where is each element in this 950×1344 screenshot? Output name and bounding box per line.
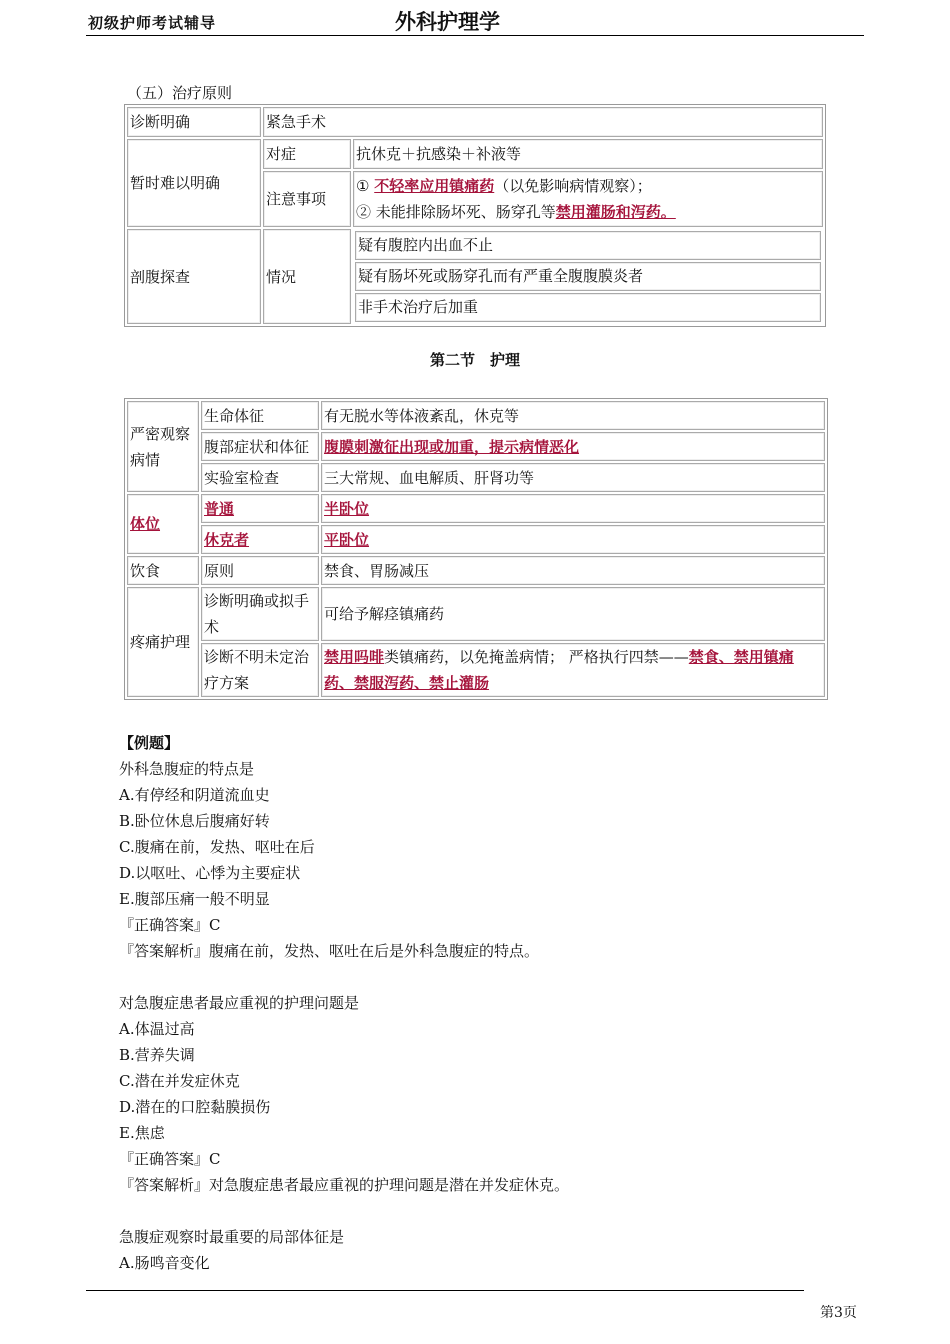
question-line: D.以呕吐、心悸为主要症状 xyxy=(119,864,301,882)
example-heading: 【例题】 xyxy=(119,734,180,752)
table-row xyxy=(127,401,825,430)
table-cell xyxy=(321,525,825,554)
table-cell xyxy=(321,494,825,523)
table-cell: 可给予解痉镇痛药 xyxy=(321,587,825,641)
header-left-title: 初级护师考试辅导 xyxy=(88,14,217,32)
note-text: （以免影响病情观察）； xyxy=(494,177,652,195)
table-cell: 严密观察病情 xyxy=(127,401,199,492)
question-line: 外科急腹症的特点是 xyxy=(119,760,255,778)
explanation-line: 『答案解析』对急腹症患者最应重视的护理问题是潜在并发症休克。 xyxy=(119,1176,570,1194)
emphasis-text: 体位 xyxy=(130,515,161,533)
section-heading: 第二节 护理 xyxy=(429,351,520,369)
table-cell: 暂时难以明确 xyxy=(127,139,261,227)
question-line: B.卧位休息后腹痛好转 xyxy=(119,812,270,830)
table-row xyxy=(127,107,823,137)
table-cell xyxy=(127,494,199,554)
emphasis-text: 普通 xyxy=(204,499,235,518)
table-row xyxy=(127,494,825,523)
blank-line xyxy=(119,964,569,990)
nursing-table xyxy=(124,398,828,700)
note-text: 类镇痛药，以免掩盖病情； 严格执行四禁—— xyxy=(384,648,689,666)
question-line: C.腹痛在前，发热、呕吐在后 xyxy=(119,838,315,856)
table-cell xyxy=(201,525,319,554)
answer-line: 『正确答案』C xyxy=(119,1150,221,1168)
table-cell: 注意事项 xyxy=(263,171,351,227)
table-row xyxy=(127,139,823,169)
question-line: 急腹症观察时最重要的局部体征是 xyxy=(119,1228,345,1246)
list-item: 非手术治疗后加重 xyxy=(355,293,821,322)
table-cell: 情况 xyxy=(263,229,351,324)
table-row xyxy=(127,587,825,641)
table-row xyxy=(127,525,825,554)
question-line: E.焦虑 xyxy=(119,1124,165,1142)
emphasis-text: 腹膜刺激征出现或加重，提示病情恶化 xyxy=(324,437,580,456)
question-line: C.潜在并发症休克 xyxy=(119,1072,240,1090)
table-cell xyxy=(201,494,319,523)
table-cell: 实验室检查 xyxy=(201,463,319,492)
table-row xyxy=(127,432,825,461)
list-item: 疑有肠坏死或肠穿孔而有严重全腹腹膜炎者 xyxy=(355,262,821,291)
question-line: B.营养失调 xyxy=(119,1046,195,1064)
question-line: A.肠鸣音变化 xyxy=(119,1254,210,1272)
table-row xyxy=(127,556,825,585)
emphasis-text: 禁用吗啡 xyxy=(324,648,385,666)
table-cell: 腹部症状和体征 xyxy=(201,432,319,461)
situation-list xyxy=(353,229,823,324)
table-cell: 诊断不明未定治疗方案 xyxy=(201,643,319,697)
emphasis-text: 禁食、禁用镇痛药、禁服泻药、禁止灌肠 xyxy=(324,648,794,692)
table-cell: 有无脱水等体液紊乱，休克等 xyxy=(321,401,825,430)
page-number: 第3页 xyxy=(820,1305,857,1321)
table-cell: 疼痛护理 xyxy=(127,587,199,697)
header-rule xyxy=(86,35,864,36)
emphasis-text: 禁用灌肠和泻药。 xyxy=(555,203,676,221)
treatment-table xyxy=(124,104,826,327)
table-cell: 原则 xyxy=(201,556,319,585)
emphasis-text: 平卧位 xyxy=(324,530,370,549)
question-line: E.腹部压痛一般不明显 xyxy=(119,890,270,908)
table-cell: 对症 xyxy=(263,139,351,169)
example-questions xyxy=(119,730,569,1276)
table-cell: 紧急手术 xyxy=(263,107,823,137)
table-cell: 剖腹探查 xyxy=(127,229,261,324)
question-line: A.体温过高 xyxy=(119,1020,195,1038)
table-cell xyxy=(353,229,823,324)
table-cell xyxy=(321,432,825,461)
answer-line: 『正确答案』C xyxy=(119,916,221,934)
question-line: A.有停经和阴道流血史 xyxy=(119,786,270,804)
question-line: D.潜在的口腔黏膜损伤 xyxy=(119,1098,271,1116)
blank-line xyxy=(119,1198,569,1224)
table-cell xyxy=(321,643,825,697)
emphasis-text: 不轻率应用镇痛药 xyxy=(374,177,495,195)
explanation-line: 『答案解析』腹痛在前，发热、呕吐在后是外科急腹症的特点。 xyxy=(119,942,540,960)
table-cell xyxy=(353,171,823,227)
header-subject-title: 外科护理学 xyxy=(395,9,500,34)
list-item: 疑有腹腔内出血不止 xyxy=(355,231,821,260)
footer-rule xyxy=(86,1290,804,1291)
table-row xyxy=(127,463,825,492)
table-cell: 诊断明确或拟手术 xyxy=(201,587,319,641)
table-cell: 抗休克＋抗感染＋补液等 xyxy=(353,139,823,169)
emphasis-text: 休克者 xyxy=(204,530,250,549)
note-line-1 xyxy=(356,173,820,199)
section-subtitle: （五）治疗原则 xyxy=(127,84,233,102)
note-line-2 xyxy=(356,199,820,225)
table-cell: 诊断明确 xyxy=(127,107,261,137)
question-line: 对急腹症患者最应重视的护理问题是 xyxy=(119,994,360,1012)
table-cell: 生命体征 xyxy=(201,401,319,430)
emphasis-text: 半卧位 xyxy=(324,499,370,518)
table-cell: 三大常规、血电解质、肝肾功等 xyxy=(321,463,825,492)
table-row xyxy=(127,229,823,324)
bullet-number: ① xyxy=(356,177,370,195)
table-cell: 禁食、胃肠减压 xyxy=(321,556,825,585)
table-cell: 饮食 xyxy=(127,556,199,585)
table-row xyxy=(127,643,825,697)
note-text: ② 未能排除肠坏死、肠穿孔等 xyxy=(356,203,556,221)
